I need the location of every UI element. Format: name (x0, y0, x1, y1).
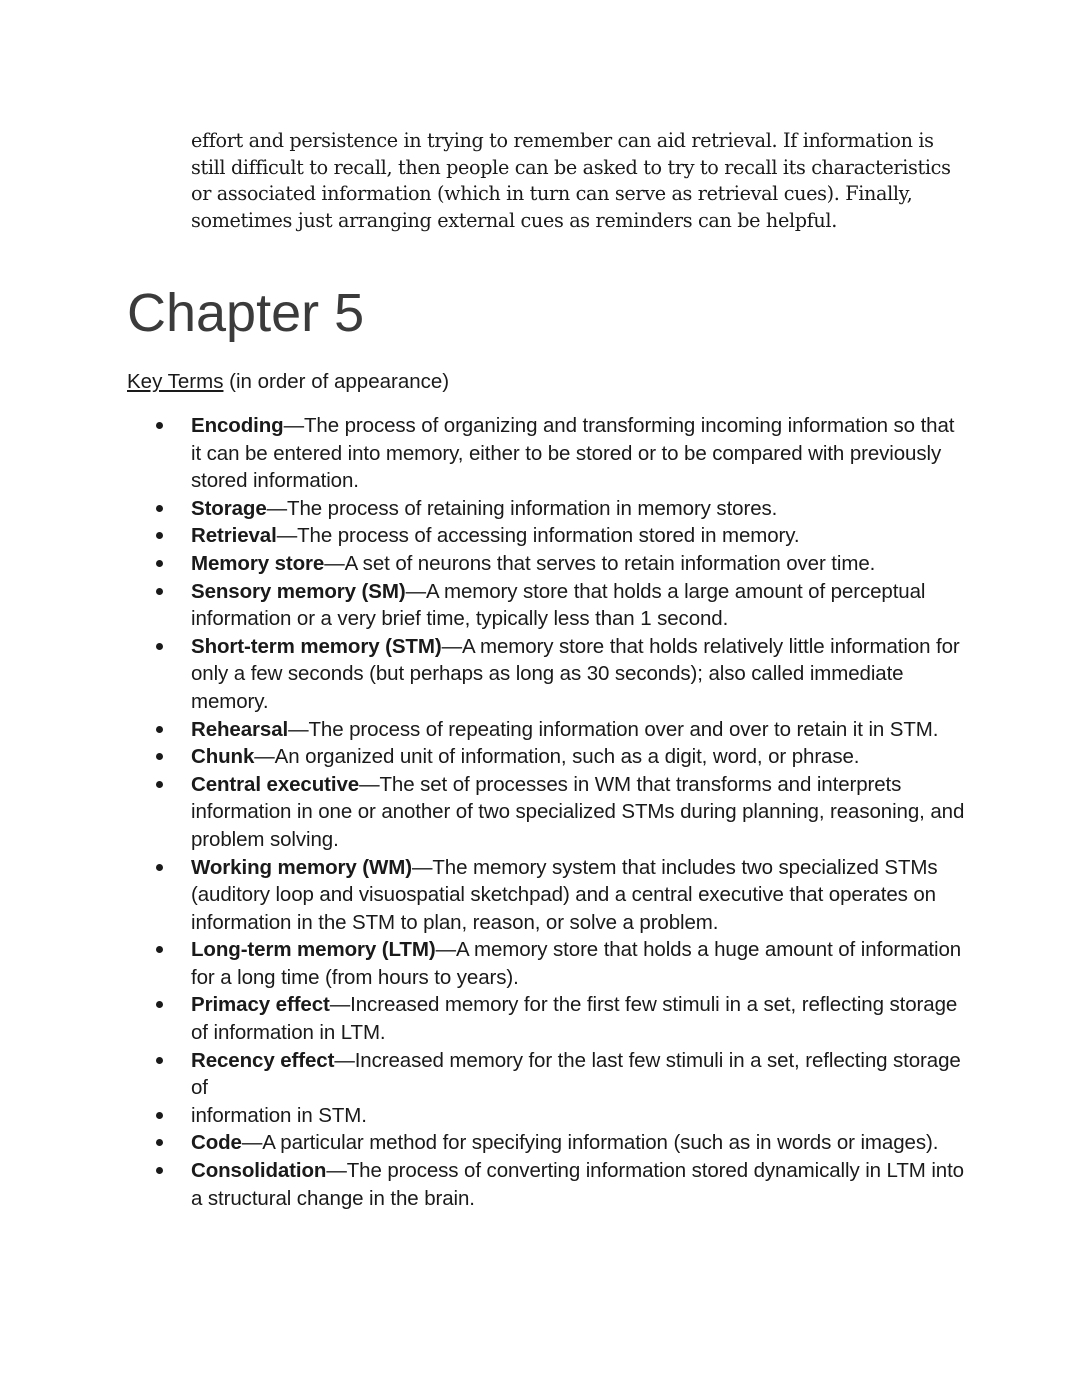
term-name: Rehearsal (191, 717, 289, 741)
term-definition: —A set of neurons that serves to retain information over time. (324, 551, 876, 575)
term-name: Retrieval (191, 524, 277, 548)
term-definition: information in STM. (191, 1103, 367, 1127)
term-definition: —An organized unit of information, such as a digit, word, or phrase. (254, 745, 860, 769)
term-name: Storage (191, 496, 267, 520)
list-item (191, 854, 966, 937)
intro-paragraph: effort and persistence in trying to remember can aid retrieval. If information is still difficult to recall, then people can be asked to try to recall its characteristics or associated information (which in turn can serve as retrieval cues). Finally, sometimes just arranging external cues as reminders can be helpful. (191, 129, 951, 232)
key-terms-link[interactable]: Key Terms (127, 370, 224, 393)
term-definition: —A memory store that holds a large amount of perceptual information or a very brief time, typically less than 1 second. (191, 579, 926, 631)
term-definition: —A memory store that holds a huge amount of information for a long time (from hours to years). (191, 938, 962, 989)
term-name: Short-term memory (STM) (191, 634, 442, 658)
term-definition: —The process of converting information stored dynamically in LTM into a structural change in the brain. (191, 1159, 964, 1210)
list-item (191, 1157, 966, 1212)
term-definition: —The process of retaining information in memory stores. (266, 496, 778, 520)
list-item (191, 716, 966, 744)
term-definition: —The set of processes in WM that transforms and interprets information in one or another of two specialized STMs during planning, reasoning, and problem solving. (191, 772, 965, 851)
term-definition: —A particular method for specifying information (such as in words or images). (241, 1131, 939, 1155)
list-item (191, 578, 966, 633)
term-definition: —The process of repeating information over and over to retain it in STM. (288, 717, 939, 741)
term-name: Long-term memory (LTM) (191, 938, 436, 962)
list-item (191, 1047, 966, 1102)
term-name: Encoding (191, 414, 284, 437)
term-name: Central executive (191, 772, 360, 796)
term-name: Consolidation (191, 1159, 327, 1183)
list-item (191, 936, 966, 991)
term-name: Recency effect (191, 1048, 335, 1072)
chapter-title: Chapter 5 (127, 283, 365, 343)
key-terms-heading (127, 368, 449, 396)
term-name: Primacy effect (191, 993, 330, 1017)
term-name: Working memory (WM) (191, 855, 412, 879)
list-item (191, 771, 966, 854)
term-definition: —The process of organizing and transforming incoming information so that it can be entered into memory, either to be stored or to be compared with previously stored information. (191, 414, 955, 493)
term-definition: —Increased memory for the first few stimuli in a set, reflecting storage of information in LTM. (191, 993, 958, 1045)
term-definition: —The memory system that includes two specialized STMs (auditory loop and visuospatial sketchpad) and a central executive that operates on information in the STM to plan, reason, or solve a problem. (191, 855, 938, 934)
key-terms-list (191, 412, 966, 1212)
list-item (191, 743, 966, 771)
term-definition: —Increased memory for the last few stimuli in a set, reflecting storage of (191, 1048, 961, 1100)
term-name: Chunk (191, 745, 255, 769)
list-item (191, 550, 966, 578)
term-name: Code (191, 1131, 242, 1155)
key-terms-suffix: (in order of appearance) (223, 370, 450, 393)
list-item (191, 633, 966, 716)
term-definition: —A memory store that holds relatively little information for only a few seconds (but perhaps as long as 30 seconds); also called immediate memory. (191, 634, 960, 713)
term-name: Sensory memory (SM) (191, 579, 406, 603)
term-definition: —The process of accessing information stored in memory. (276, 524, 800, 548)
list-item (191, 1129, 966, 1157)
list-item (191, 495, 966, 523)
list-item (191, 412, 966, 495)
list-item (191, 1102, 966, 1130)
list-item (191, 522, 966, 550)
term-name: Memory store (191, 551, 325, 575)
list-item (191, 991, 966, 1046)
